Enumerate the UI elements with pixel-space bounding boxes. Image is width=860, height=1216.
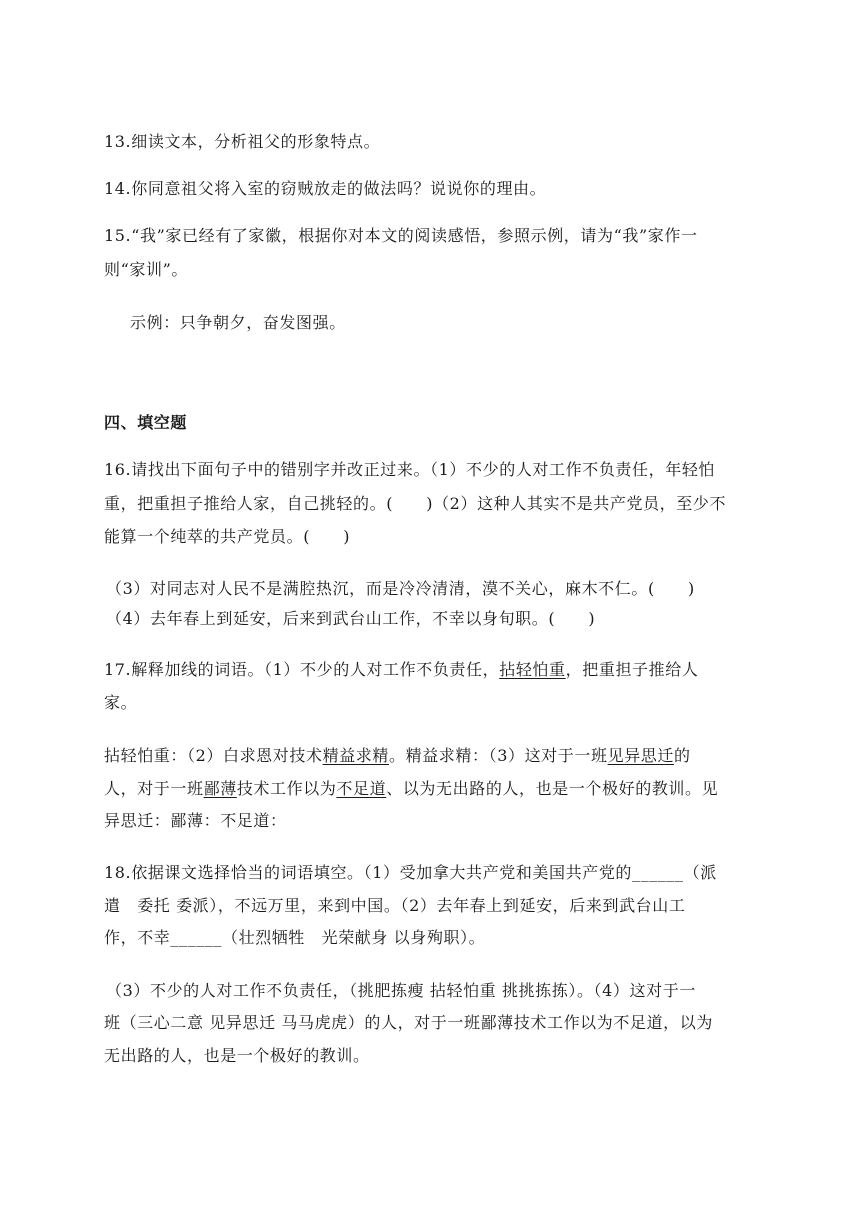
underlined-term: 见异思迁 — [607, 746, 674, 765]
question-18-line-3: 作，不幸______（壮烈牺牲 光荣献身 以身殉职）。 — [104, 928, 486, 947]
q17-text: 拈轻怕重：（2）白求恩对技术 — [104, 746, 323, 765]
question-16-line-1: 16.请找出下面句子中的错别字并改正过来。（1）不少的人对工作不负责任，年轻怕 — [104, 460, 716, 479]
question-15-line-1: 15.“我”家已经有了家徽，根据你对本文的阅读感悟，参照示例，请为“我”家作一 — [104, 226, 698, 245]
question-15-line-2: 则“家训”。 — [104, 260, 188, 279]
question-16-line-5: （4）去年春上到延安，后来到武台山工作，不幸以身旬职。( ) — [106, 609, 596, 628]
underlined-term: 不足道 — [336, 779, 387, 798]
q17-text: 、以为无出路的人，也是一个极好的教训。见 — [386, 779, 719, 798]
question-17-line-4 — [104, 778, 718, 800]
question-18-line-4: （3）不少的人对工作不负责任，（挑肥拣瘦 拈轻怕重 挑挑拣拣）。（4）这对于一 — [106, 981, 696, 1000]
question-17-line-5: 异思迁：鄙薄：不足道： — [104, 811, 287, 830]
question-16-line-4: （3）对同志对人民不是满腔热沉，而是冷冷清清，漠不关心，麻木不仁。( ) — [106, 579, 695, 598]
question-17-line-2: 家。 — [104, 693, 138, 712]
question-18-line-6: 无出路的人，也是一个极好的教训。 — [104, 1046, 370, 1065]
question-13: 13.细读文本，分析祖父的形象特点。 — [104, 132, 381, 151]
q17-text: 人，对于一班 — [104, 779, 204, 798]
question-14: 14.你同意祖父将入室的窃贼放走的做法吗？说说你的理由。 — [104, 179, 547, 198]
question-15-example: 示例：只争朝夕，奋发图强。 — [130, 313, 346, 332]
question-16-line-2: 重，把重担子推给人家，自己挑轻的。( )（2）这种人其实不是共产党员，至少不 — [104, 494, 727, 513]
q17-text: 的 — [674, 746, 691, 765]
q17-text: 。精益求精：（3）这对于一班 — [389, 746, 608, 765]
q17-text: 17.解释加线的词语。（1）不少的人对工作不负责任， — [104, 660, 500, 679]
question-18-line-2: 遣 委托 委派），不远万里，来到中国。（2）去年春上到延安，后来到武台山工 — [104, 896, 686, 915]
underlined-term: 精益求精 — [322, 746, 389, 765]
question-18-line-1: 18.依据课文选择恰当的词语填空。（1）受加拿大共产党和美国共产党的______（派 — [104, 863, 717, 882]
section-heading-fill-in: 四、填空题 — [104, 413, 188, 432]
underlined-term: 拈轻怕重 — [499, 660, 566, 679]
question-16-line-3: 能算一个纯萃的共产党员。( ) — [104, 527, 351, 546]
question-17-line-3 — [104, 745, 691, 767]
question-18-line-5: 班（三心二意 见异思迁 马马虎虎）的人，对于一班鄙薄技术工作以为不足道，以为 — [104, 1013, 713, 1032]
q17-text: 技术工作以为 — [236, 779, 337, 798]
question-17-line-1 — [104, 659, 698, 681]
underlined-term: 鄙薄 — [203, 779, 237, 798]
q17-text: ，把重担子推给人 — [565, 660, 699, 679]
